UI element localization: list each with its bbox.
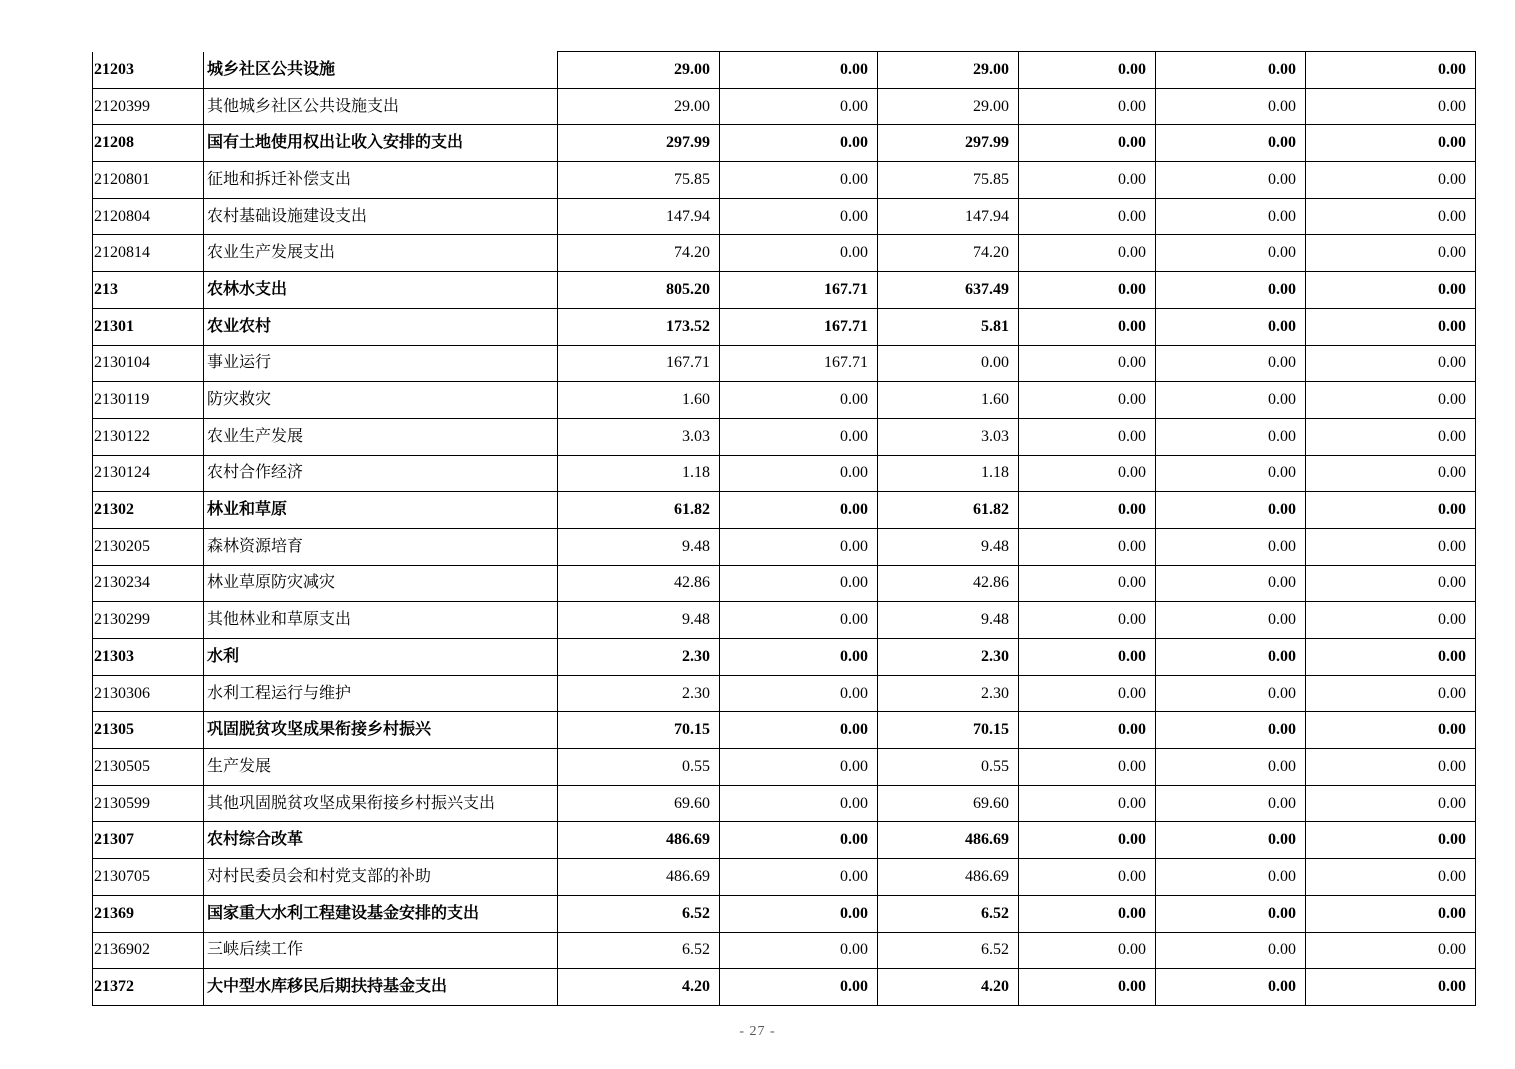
amount-cell: 0.00 [720, 235, 878, 272]
amount-cell: 9.48 [558, 528, 720, 565]
amount-cell: 0.00 [720, 565, 878, 602]
subject-name-cell: 生产发展 [204, 749, 558, 786]
subject-code-cell: 2120399 [93, 88, 204, 125]
amount-cell: 0.00 [1156, 528, 1306, 565]
amount-cell: 0.00 [720, 492, 878, 529]
budget-table [92, 51, 1476, 1006]
amount-cell: 9.48 [878, 602, 1019, 639]
amount-cell: 29.00 [558, 52, 720, 89]
amount-cell: 0.00 [1019, 859, 1156, 896]
subject-name-cell: 农村基础设施建设支出 [204, 198, 558, 235]
amount-cell: 0.00 [1019, 52, 1156, 89]
amount-cell: 0.00 [1019, 749, 1156, 786]
amount-cell: 0.00 [1156, 162, 1306, 199]
table-row [93, 749, 1476, 786]
table-row [93, 308, 1476, 345]
subject-name-cell: 防灾救灾 [204, 382, 558, 419]
amount-cell: 0.00 [1306, 125, 1476, 162]
amount-cell: 2.30 [878, 639, 1019, 676]
amount-cell: 0.00 [1019, 382, 1156, 419]
amount-cell: 70.15 [558, 712, 720, 749]
amount-cell: 0.00 [1019, 88, 1156, 125]
subject-code-cell: 2130599 [93, 785, 204, 822]
amount-cell: 0.00 [1306, 932, 1476, 969]
subject-name-cell: 对村民委员会和村党支部的补助 [204, 859, 558, 896]
amount-cell: 0.00 [720, 528, 878, 565]
amount-cell: 0.00 [1306, 969, 1476, 1006]
table-row [93, 969, 1476, 1006]
subject-code-cell: 2130234 [93, 565, 204, 602]
subject-code-cell: 2130104 [93, 345, 204, 382]
subject-name-cell: 其他林业和草原支出 [204, 602, 558, 639]
amount-cell: 9.48 [558, 602, 720, 639]
amount-cell: 0.00 [1306, 88, 1476, 125]
subject-code-cell: 2130299 [93, 602, 204, 639]
subject-code-cell: 2136902 [93, 932, 204, 969]
amount-cell: 486.69 [558, 859, 720, 896]
amount-cell: 0.00 [720, 749, 878, 786]
amount-cell: 0.00 [1156, 272, 1306, 309]
amount-cell: 0.00 [1019, 528, 1156, 565]
subject-code-cell: 2130119 [93, 382, 204, 419]
table-row [93, 382, 1476, 419]
amount-cell: 0.00 [1306, 895, 1476, 932]
amount-cell: 0.00 [720, 675, 878, 712]
amount-cell: 0.00 [1019, 492, 1156, 529]
amount-cell: 0.00 [1019, 235, 1156, 272]
subject-code-cell: 21301 [93, 308, 204, 345]
subject-name-cell: 农业生产发展 [204, 418, 558, 455]
amount-cell: 1.18 [878, 455, 1019, 492]
amount-cell: 74.20 [558, 235, 720, 272]
table-row [93, 455, 1476, 492]
amount-cell: 0.00 [1306, 712, 1476, 749]
subject-name-cell: 农林水支出 [204, 272, 558, 309]
amount-cell: 0.00 [1019, 969, 1156, 1006]
amount-cell: 0.00 [720, 639, 878, 676]
amount-cell: 0.00 [1156, 749, 1306, 786]
amount-cell: 5.81 [878, 308, 1019, 345]
amount-cell: 0.00 [1306, 455, 1476, 492]
amount-cell: 486.69 [878, 859, 1019, 896]
subject-name-cell: 国有土地使用权出让收入安排的支出 [204, 125, 558, 162]
amount-cell: 0.00 [1306, 565, 1476, 602]
amount-cell: 486.69 [878, 822, 1019, 859]
amount-cell: 0.00 [1306, 198, 1476, 235]
table-row [93, 345, 1476, 382]
amount-cell: 61.82 [558, 492, 720, 529]
subject-code-cell: 213 [93, 272, 204, 309]
table-row [93, 932, 1476, 969]
amount-cell: 167.71 [720, 308, 878, 345]
subject-code-cell: 21303 [93, 639, 204, 676]
amount-cell: 0.00 [720, 52, 878, 89]
amount-cell: 486.69 [558, 822, 720, 859]
subject-code-cell: 2120801 [93, 162, 204, 199]
amount-cell: 0.00 [1019, 198, 1156, 235]
subject-code-cell: 21203 [93, 52, 204, 89]
amount-cell: 0.00 [1306, 308, 1476, 345]
amount-cell: 0.00 [1156, 88, 1306, 125]
table-row [93, 602, 1476, 639]
amount-cell: 6.52 [558, 932, 720, 969]
subject-code-cell: 2130306 [93, 675, 204, 712]
subject-name-cell: 大中型水库移民后期扶持基金支出 [204, 969, 558, 1006]
subject-name-cell: 事业运行 [204, 345, 558, 382]
amount-cell: 0.00 [720, 712, 878, 749]
subject-name-cell: 巩固脱贫攻坚成果衔接乡村振兴 [204, 712, 558, 749]
amount-cell: 0.00 [1156, 969, 1306, 1006]
amount-cell: 69.60 [558, 785, 720, 822]
subject-name-cell: 征地和拆迁补偿支出 [204, 162, 558, 199]
subject-code-cell: 21369 [93, 895, 204, 932]
amount-cell: 0.00 [720, 198, 878, 235]
table-row [93, 785, 1476, 822]
amount-cell: 0.00 [1156, 859, 1306, 896]
amount-cell: 0.00 [720, 162, 878, 199]
subject-name-cell: 其他巩固脱贫攻坚成果衔接乡村振兴支出 [204, 785, 558, 822]
subject-name-cell: 农业农村 [204, 308, 558, 345]
amount-cell: 74.20 [878, 235, 1019, 272]
amount-cell: 2.30 [558, 639, 720, 676]
amount-cell: 0.00 [1156, 198, 1306, 235]
amount-cell: 0.00 [1019, 272, 1156, 309]
amount-cell: 0.00 [720, 895, 878, 932]
table-row [93, 859, 1476, 896]
amount-cell: 0.00 [720, 382, 878, 419]
amount-cell: 0.00 [720, 455, 878, 492]
amount-cell: 4.20 [558, 969, 720, 1006]
amount-cell: 0.00 [1306, 602, 1476, 639]
table-row [93, 418, 1476, 455]
subject-name-cell: 农村综合改革 [204, 822, 558, 859]
table-row [93, 639, 1476, 676]
amount-cell: 0.00 [1156, 125, 1306, 162]
amount-cell: 147.94 [878, 198, 1019, 235]
amount-cell: 0.00 [1019, 712, 1156, 749]
table-row [93, 272, 1476, 309]
amount-cell: 0.00 [878, 345, 1019, 382]
amount-cell: 2.30 [878, 675, 1019, 712]
amount-cell: 167.71 [558, 345, 720, 382]
amount-cell: 0.00 [1306, 162, 1476, 199]
amount-cell: 0.00 [1156, 675, 1306, 712]
subject-name-cell: 国家重大水利工程建设基金安排的支出 [204, 895, 558, 932]
amount-cell: 69.60 [878, 785, 1019, 822]
subject-name-cell: 林业和草原 [204, 492, 558, 529]
amount-cell: 0.00 [720, 602, 878, 639]
table-row [93, 235, 1476, 272]
amount-cell: 0.00 [1156, 235, 1306, 272]
amount-cell: 0.00 [1306, 345, 1476, 382]
amount-cell: 4.20 [878, 969, 1019, 1006]
amount-cell: 0.00 [1306, 675, 1476, 712]
amount-cell: 0.00 [720, 785, 878, 822]
amount-cell: 0.00 [720, 932, 878, 969]
amount-cell: 0.00 [1156, 52, 1306, 89]
amount-cell: 0.00 [1019, 639, 1156, 676]
amount-cell: 0.00 [1156, 565, 1306, 602]
amount-cell: 0.00 [1306, 822, 1476, 859]
amount-cell: 75.85 [878, 162, 1019, 199]
table-row [93, 88, 1476, 125]
subject-code-cell: 21307 [93, 822, 204, 859]
amount-cell: 0.00 [1156, 345, 1306, 382]
amount-cell: 75.85 [558, 162, 720, 199]
amount-cell: 0.00 [1156, 639, 1306, 676]
amount-cell: 0.00 [1306, 382, 1476, 419]
amount-cell: 0.00 [1019, 308, 1156, 345]
amount-cell: 0.00 [1306, 492, 1476, 529]
amount-cell: 0.00 [1019, 418, 1156, 455]
amount-cell: 0.00 [1019, 675, 1156, 712]
amount-cell: 1.60 [558, 382, 720, 419]
amount-cell: 805.20 [558, 272, 720, 309]
amount-cell: 29.00 [878, 88, 1019, 125]
subject-name-cell: 农业生产发展支出 [204, 235, 558, 272]
amount-cell: 61.82 [878, 492, 1019, 529]
subject-code-cell: 21302 [93, 492, 204, 529]
subject-name-cell: 城乡社区公共设施 [204, 52, 558, 89]
amount-cell: 70.15 [878, 712, 1019, 749]
amount-cell: 167.71 [720, 272, 878, 309]
subject-code-cell: 2120804 [93, 198, 204, 235]
subject-code-cell: 2120814 [93, 235, 204, 272]
table-row [93, 162, 1476, 199]
amount-cell: 1.18 [558, 455, 720, 492]
subject-code-cell: 21372 [93, 969, 204, 1006]
amount-cell: 29.00 [878, 52, 1019, 89]
table-row [93, 675, 1476, 712]
amount-cell: 0.00 [1306, 639, 1476, 676]
amount-cell: 0.00 [720, 88, 878, 125]
amount-cell: 0.55 [878, 749, 1019, 786]
amount-cell: 0.00 [1019, 602, 1156, 639]
amount-cell: 0.00 [1156, 932, 1306, 969]
amount-cell: 0.00 [1156, 492, 1306, 529]
amount-cell: 0.00 [720, 125, 878, 162]
amount-cell: 0.00 [1156, 895, 1306, 932]
amount-cell: 0.00 [720, 822, 878, 859]
subject-name-cell: 其他城乡社区公共设施支出 [204, 88, 558, 125]
amount-cell: 297.99 [878, 125, 1019, 162]
amount-cell: 0.55 [558, 749, 720, 786]
subject-code-cell: 2130505 [93, 749, 204, 786]
amount-cell: 42.86 [878, 565, 1019, 602]
amount-cell: 0.00 [1306, 528, 1476, 565]
table-row [93, 125, 1476, 162]
subject-name-cell: 水利工程运行与维护 [204, 675, 558, 712]
amount-cell: 0.00 [1156, 418, 1306, 455]
table-row [93, 895, 1476, 932]
amount-cell: 0.00 [720, 859, 878, 896]
amount-cell: 6.52 [878, 895, 1019, 932]
amount-cell: 0.00 [1019, 455, 1156, 492]
subject-code-cell: 2130124 [93, 455, 204, 492]
subject-name-cell: 森林资源培育 [204, 528, 558, 565]
subject-name-cell: 水利 [204, 639, 558, 676]
amount-cell: 167.71 [720, 345, 878, 382]
amount-cell: 297.99 [558, 125, 720, 162]
amount-cell: 6.52 [878, 932, 1019, 969]
amount-cell: 1.60 [878, 382, 1019, 419]
amount-cell: 0.00 [720, 969, 878, 1006]
amount-cell: 0.00 [1156, 308, 1306, 345]
amount-cell: 0.00 [1156, 455, 1306, 492]
page-number: - 27 - [739, 1024, 776, 1039]
amount-cell: 0.00 [1019, 125, 1156, 162]
subject-name-cell: 三峡后续工作 [204, 932, 558, 969]
amount-cell: 0.00 [720, 418, 878, 455]
amount-cell: 0.00 [1306, 272, 1476, 309]
amount-cell: 3.03 [558, 418, 720, 455]
amount-cell: 0.00 [1156, 382, 1306, 419]
amount-cell: 0.00 [1306, 418, 1476, 455]
subject-code-cell: 21305 [93, 712, 204, 749]
amount-cell: 147.94 [558, 198, 720, 235]
amount-cell: 0.00 [1156, 602, 1306, 639]
amount-cell: 0.00 [1019, 565, 1156, 602]
budget-table-body [93, 52, 1476, 1006]
amount-cell: 0.00 [1019, 932, 1156, 969]
amount-cell: 0.00 [1019, 345, 1156, 382]
amount-cell: 0.00 [1306, 52, 1476, 89]
amount-cell: 3.03 [878, 418, 1019, 455]
amount-cell: 42.86 [558, 565, 720, 602]
subject-code-cell: 2130122 [93, 418, 204, 455]
table-row [93, 198, 1476, 235]
subject-name-cell: 林业草原防灾减灾 [204, 565, 558, 602]
table-row [93, 52, 1476, 89]
amount-cell: 2.30 [558, 675, 720, 712]
subject-code-cell: 21208 [93, 125, 204, 162]
amount-cell: 173.52 [558, 308, 720, 345]
amount-cell: 0.00 [1019, 895, 1156, 932]
amount-cell: 637.49 [878, 272, 1019, 309]
amount-cell: 0.00 [1306, 859, 1476, 896]
amount-cell: 0.00 [1306, 235, 1476, 272]
table-row [93, 712, 1476, 749]
amount-cell: 9.48 [878, 528, 1019, 565]
table-row [93, 822, 1476, 859]
amount-cell: 29.00 [558, 88, 720, 125]
amount-cell: 0.00 [1156, 822, 1306, 859]
amount-cell: 0.00 [1306, 785, 1476, 822]
subject-code-cell: 2130205 [93, 528, 204, 565]
amount-cell: 0.00 [1019, 162, 1156, 199]
amount-cell: 0.00 [1156, 785, 1306, 822]
table-row [93, 565, 1476, 602]
amount-cell: 0.00 [1306, 749, 1476, 786]
subject-code-cell: 2130705 [93, 859, 204, 896]
subject-name-cell: 农村合作经济 [204, 455, 558, 492]
table-row [93, 528, 1476, 565]
amount-cell: 0.00 [1019, 785, 1156, 822]
amount-cell: 0.00 [1156, 712, 1306, 749]
amount-cell: 0.00 [1019, 822, 1156, 859]
table-row [93, 492, 1476, 529]
amount-cell: 6.52 [558, 895, 720, 932]
